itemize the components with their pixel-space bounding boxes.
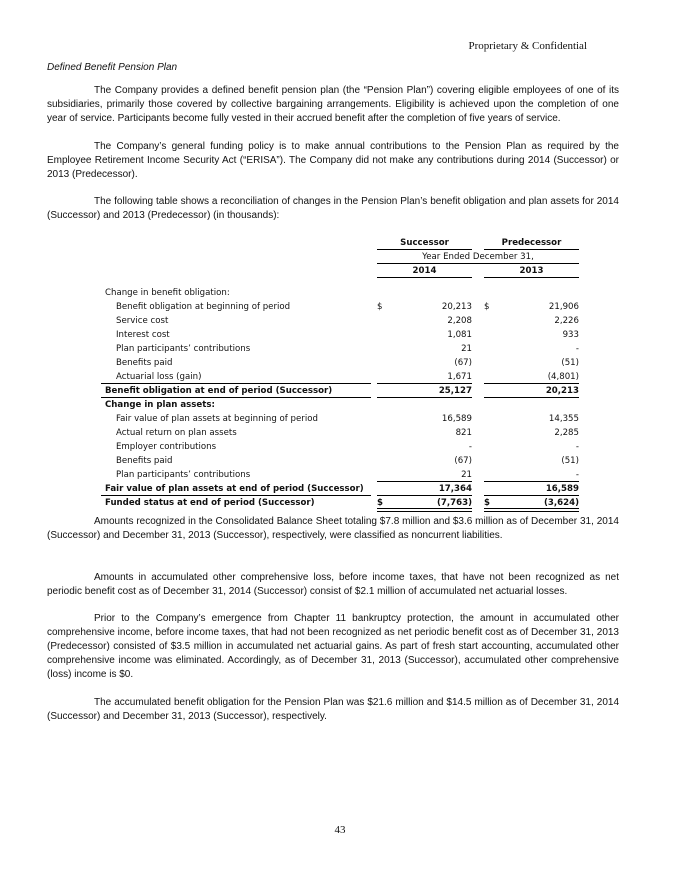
table-header-row xyxy=(101,250,583,264)
dollar-sign: $ xyxy=(377,498,383,508)
double-underline xyxy=(484,508,579,512)
value-2013: (51) xyxy=(561,456,579,466)
table-row xyxy=(101,454,583,468)
row-label: Benefits paid xyxy=(116,456,173,466)
value-2013: - xyxy=(575,442,579,452)
header-underline xyxy=(484,249,579,250)
row-label: Funded status at end of period (Successor) xyxy=(105,498,315,508)
value-2014: 25,127 xyxy=(438,386,472,396)
value-2013: 2,285 xyxy=(554,428,579,438)
paragraph-balance-sheet-amounts: Amounts recognized in the Consolidated Balance Sheet totaling $7.8 million and $3.6 million as of December 31, 2014 (Successor) and December 31, 2013 (Successor), respectively, were classified as noncurrent liabilities. xyxy=(47,516,619,541)
value-2013: - xyxy=(575,470,579,480)
table-row xyxy=(101,328,583,342)
total-rule xyxy=(484,397,579,398)
paragraph-plan-description: The Company provides a defined benefit pension plan (the “Pension Plan”) covering eligible employees of one of its subsidiaries, primarily those covered by collective bargaining arrangements. Eligibility is achieved upon the completion of one year of service. Participants become fully vested in their accrued benefit after the completion of five years of service. xyxy=(47,85,619,124)
header-underline xyxy=(484,277,579,278)
value-2014: (67) xyxy=(454,456,472,466)
value-2013: (4,801) xyxy=(547,372,579,382)
table-row xyxy=(101,412,583,426)
table-row xyxy=(101,356,583,370)
subtotal-rule xyxy=(377,481,472,482)
value-2014: (67) xyxy=(454,358,472,368)
table-header-row xyxy=(101,264,583,278)
header-year-2013: 2013 xyxy=(519,266,544,276)
table-row xyxy=(101,342,583,356)
value-2014: 17,364 xyxy=(438,484,472,494)
header-underline xyxy=(377,263,579,264)
value-2014: 21 xyxy=(461,344,472,354)
paragraph-accumulated-obligation: The accumulated benefit obligation for the Pension Plan was $21.6 million and $14.5 million as of December 31, 2014 (Successor) and December 31, 2013 (Successor), respectively. xyxy=(47,697,619,722)
table-row xyxy=(101,482,583,496)
row-label: Actual return on plan assets xyxy=(116,428,237,438)
row-label: Fair value of plan assets at beginning of period xyxy=(116,414,318,424)
row-label: Plan participants’ contributions xyxy=(116,344,251,354)
header-underline xyxy=(377,249,472,250)
header-period: Year Ended December 31, xyxy=(422,252,534,262)
paragraph-funding-policy: The Company’s general funding policy is to make annual contributions to the Pension Plan as required by the Employee Retirement Income Security Act (“ERISA”). The Company did not make any contributions during 2014 (Successor) or 2013 (Predecessor). xyxy=(47,141,619,180)
value-2014: - xyxy=(468,442,472,452)
row-label: Employer contributions xyxy=(116,442,217,452)
pension-reconciliation-table xyxy=(101,236,583,510)
row-label: Interest cost xyxy=(116,330,170,340)
table-row xyxy=(101,300,583,314)
table-row xyxy=(101,440,583,454)
dollar-sign: $ xyxy=(484,302,490,312)
confidential-header: Proprietary & Confidential xyxy=(468,40,587,52)
value-2013: - xyxy=(575,344,579,354)
subtotal-rule xyxy=(377,383,472,384)
page-number: 43 xyxy=(334,824,346,836)
row-label: Benefits paid xyxy=(116,358,173,368)
table-row xyxy=(101,314,583,328)
table-header-row xyxy=(101,236,583,250)
table-row xyxy=(101,286,583,300)
table-row xyxy=(101,398,583,412)
value-2013: 2,226 xyxy=(554,316,579,326)
double-underline xyxy=(377,508,472,512)
value-2013: 20,213 xyxy=(545,386,579,396)
total-rule xyxy=(377,495,472,496)
value-2014: 20,213 xyxy=(441,302,472,312)
row-label: Actuarial loss (gain) xyxy=(116,372,202,382)
header-year-2014: 2014 xyxy=(412,266,437,276)
value-2013: 16,589 xyxy=(545,484,579,494)
subtotal-rule xyxy=(484,383,579,384)
value-2014: 1,081 xyxy=(447,330,472,340)
value-2013: (51) xyxy=(561,358,579,368)
row-label: Benefit obligation at end of period (Successor) xyxy=(105,386,333,396)
subtotal-rule xyxy=(484,481,579,482)
value-2013: 14,355 xyxy=(548,414,579,424)
row-label: Benefit obligation at beginning of period xyxy=(116,302,291,312)
value-2014: 821 xyxy=(455,428,472,438)
section-rule xyxy=(101,495,371,496)
row-label: Service cost xyxy=(116,316,169,326)
value-2013: 21,906 xyxy=(548,302,579,312)
total-rule xyxy=(484,495,579,496)
paragraph-aoci-loss: Amounts in accumulated other comprehensive loss, before income taxes, that have not been recognized as net periodic benefit cost as of December 31, 2014 (Successor) consist of $2.1 million of accumulated net actuarial losses. xyxy=(47,572,619,597)
dollar-sign: $ xyxy=(377,302,383,312)
table-row xyxy=(101,370,583,384)
section-rule xyxy=(101,383,371,384)
header-underline xyxy=(377,277,472,278)
value-2013: 933 xyxy=(562,330,579,340)
total-rule xyxy=(377,397,472,398)
value-2014: 1,671 xyxy=(447,372,472,382)
section-rule xyxy=(101,397,371,398)
value-2014: 16,589 xyxy=(441,414,472,424)
value-2014: 21 xyxy=(461,470,472,480)
header-predecessor: Predecessor xyxy=(501,238,562,248)
dollar-sign: $ xyxy=(484,498,490,508)
value-2014: (7,763) xyxy=(436,498,472,508)
table-row xyxy=(101,468,583,482)
row-label: Plan participants’ contributions xyxy=(116,470,251,480)
row-label: Change in plan assets: xyxy=(105,400,215,410)
value-2014: 2,208 xyxy=(447,316,472,326)
section-title: Defined Benefit Pension Plan xyxy=(47,62,178,73)
value-2013: (3,624) xyxy=(543,498,579,508)
paragraph-table-intro: The following table shows a reconciliation of changes in the Pension Plan’s benefit obligation and plan assets for 2014 (Successor) and 2013 (Predecessor) (in thousands): xyxy=(47,196,619,221)
table-row xyxy=(101,426,583,440)
header-successor: Successor xyxy=(400,238,449,248)
row-label: Fair value of plan assets at end of period (Successor) xyxy=(105,484,364,494)
paragraph-fresh-start: Prior to the Company’s emergence from Chapter 11 bankruptcy protection, the amount in accumulated other comprehensive income, before income taxes, that had not been recognized as net periodic benefit cost as of December 31, 2013 (Predecessor) consisted of $3.5 million in accumulated net actuarial gains. As part of fresh start accounting, accumulated other comprehensive income was eliminated. Accordingly, as of December 31, 2013 (Successor), accumulated other comprehensive (loss) income is $0. xyxy=(47,613,619,680)
table-row xyxy=(101,384,583,398)
row-label: Change in benefit obligation: xyxy=(105,288,230,298)
